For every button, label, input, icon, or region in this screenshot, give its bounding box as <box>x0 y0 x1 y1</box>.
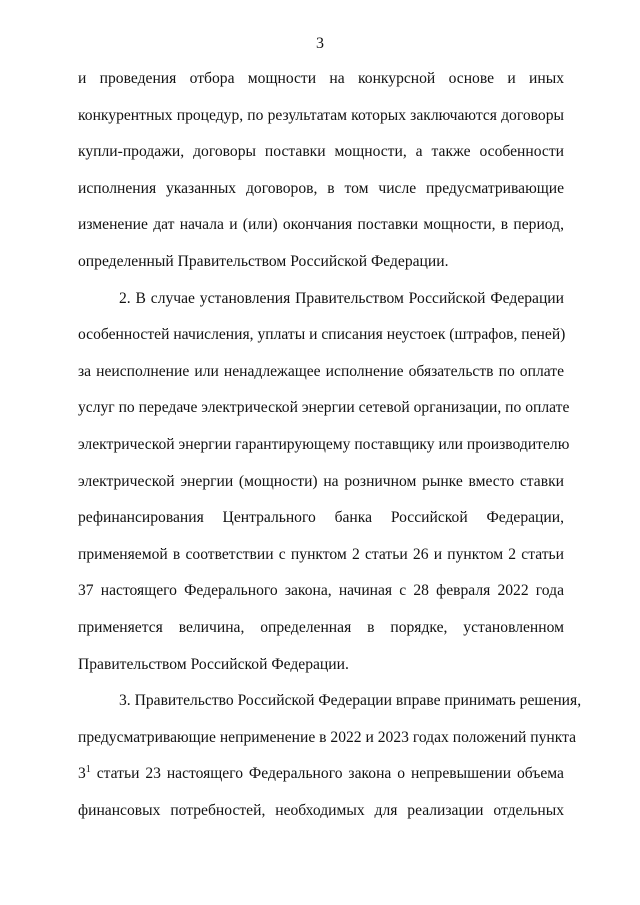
clause-superscript: 1 <box>85 764 91 776</box>
text-line: финансовых потребностей, необходимых для реализации отдельных <box>78 801 564 819</box>
document-body <box>78 66 582 834</box>
paragraph-1 <box>78 66 564 286</box>
text-line: применяемой в соответствии с пунктом 2 статьи 26 и пунктом 2 статьи <box>78 545 564 563</box>
text-line: предусматривающие неприменение в 2022 и 2023 годах положений пункта <box>78 728 577 746</box>
text-line: 37 настоящего Федерального закона, начиная с 28 февраля 2022 года <box>78 582 564 600</box>
text-line: купли-продажи, договоры поставки мощности, а также особенности <box>78 143 564 161</box>
text-line: услуг по передаче электрической энергии сетевой организации, по оплате <box>78 399 570 417</box>
paragraph-3 <box>78 688 582 834</box>
text-line: за неисполнение или ненадлежащее исполнение обязательств по оплате <box>78 362 564 380</box>
text-line: 2. В случае установления Правительством Российской Федерации <box>119 289 564 307</box>
text-line: изменение дат начала и (или) окончания поставки мощности, в период, <box>78 216 564 234</box>
page-number: 3 <box>316 35 324 52</box>
text-line: Правительством Российской Федерации. <box>78 655 349 673</box>
text-line: электрической энергии гарантирующему поставщику или производителю <box>78 435 570 453</box>
text-line: 3. Правительство Российской Федерации вправе принимать решения, <box>119 692 582 710</box>
text-line: рефинансирования Центрального банка Российской Федерации, <box>78 509 564 527</box>
text-line: определенный Правительством Российской Федерации. <box>78 252 449 270</box>
text-line: особенностей начисления, уплаты и списания неустоек (штрафов, пеней) <box>78 326 566 344</box>
text-line: и проведения отбора мощности на конкурсной основе и иных <box>78 70 564 87</box>
text-line: конкурентных процедур, по результатам которых заключаются договоры <box>78 106 564 124</box>
text-line: электрической энергии (мощности) на розничном рынке вместо ставки <box>78 472 564 490</box>
text-line: исполнения указанных договоров, в том числе предусматривающие <box>78 179 564 197</box>
paragraph-2 <box>78 286 570 689</box>
text-line-rest: статьи 23 настоящего Федерального закона о непревышении объема <box>96 765 564 783</box>
clause-number: 3 <box>78 765 86 783</box>
text-line-with-superscript <box>78 761 564 798</box>
text-line: применяется величина, определенная в порядке, установленном <box>78 618 564 636</box>
